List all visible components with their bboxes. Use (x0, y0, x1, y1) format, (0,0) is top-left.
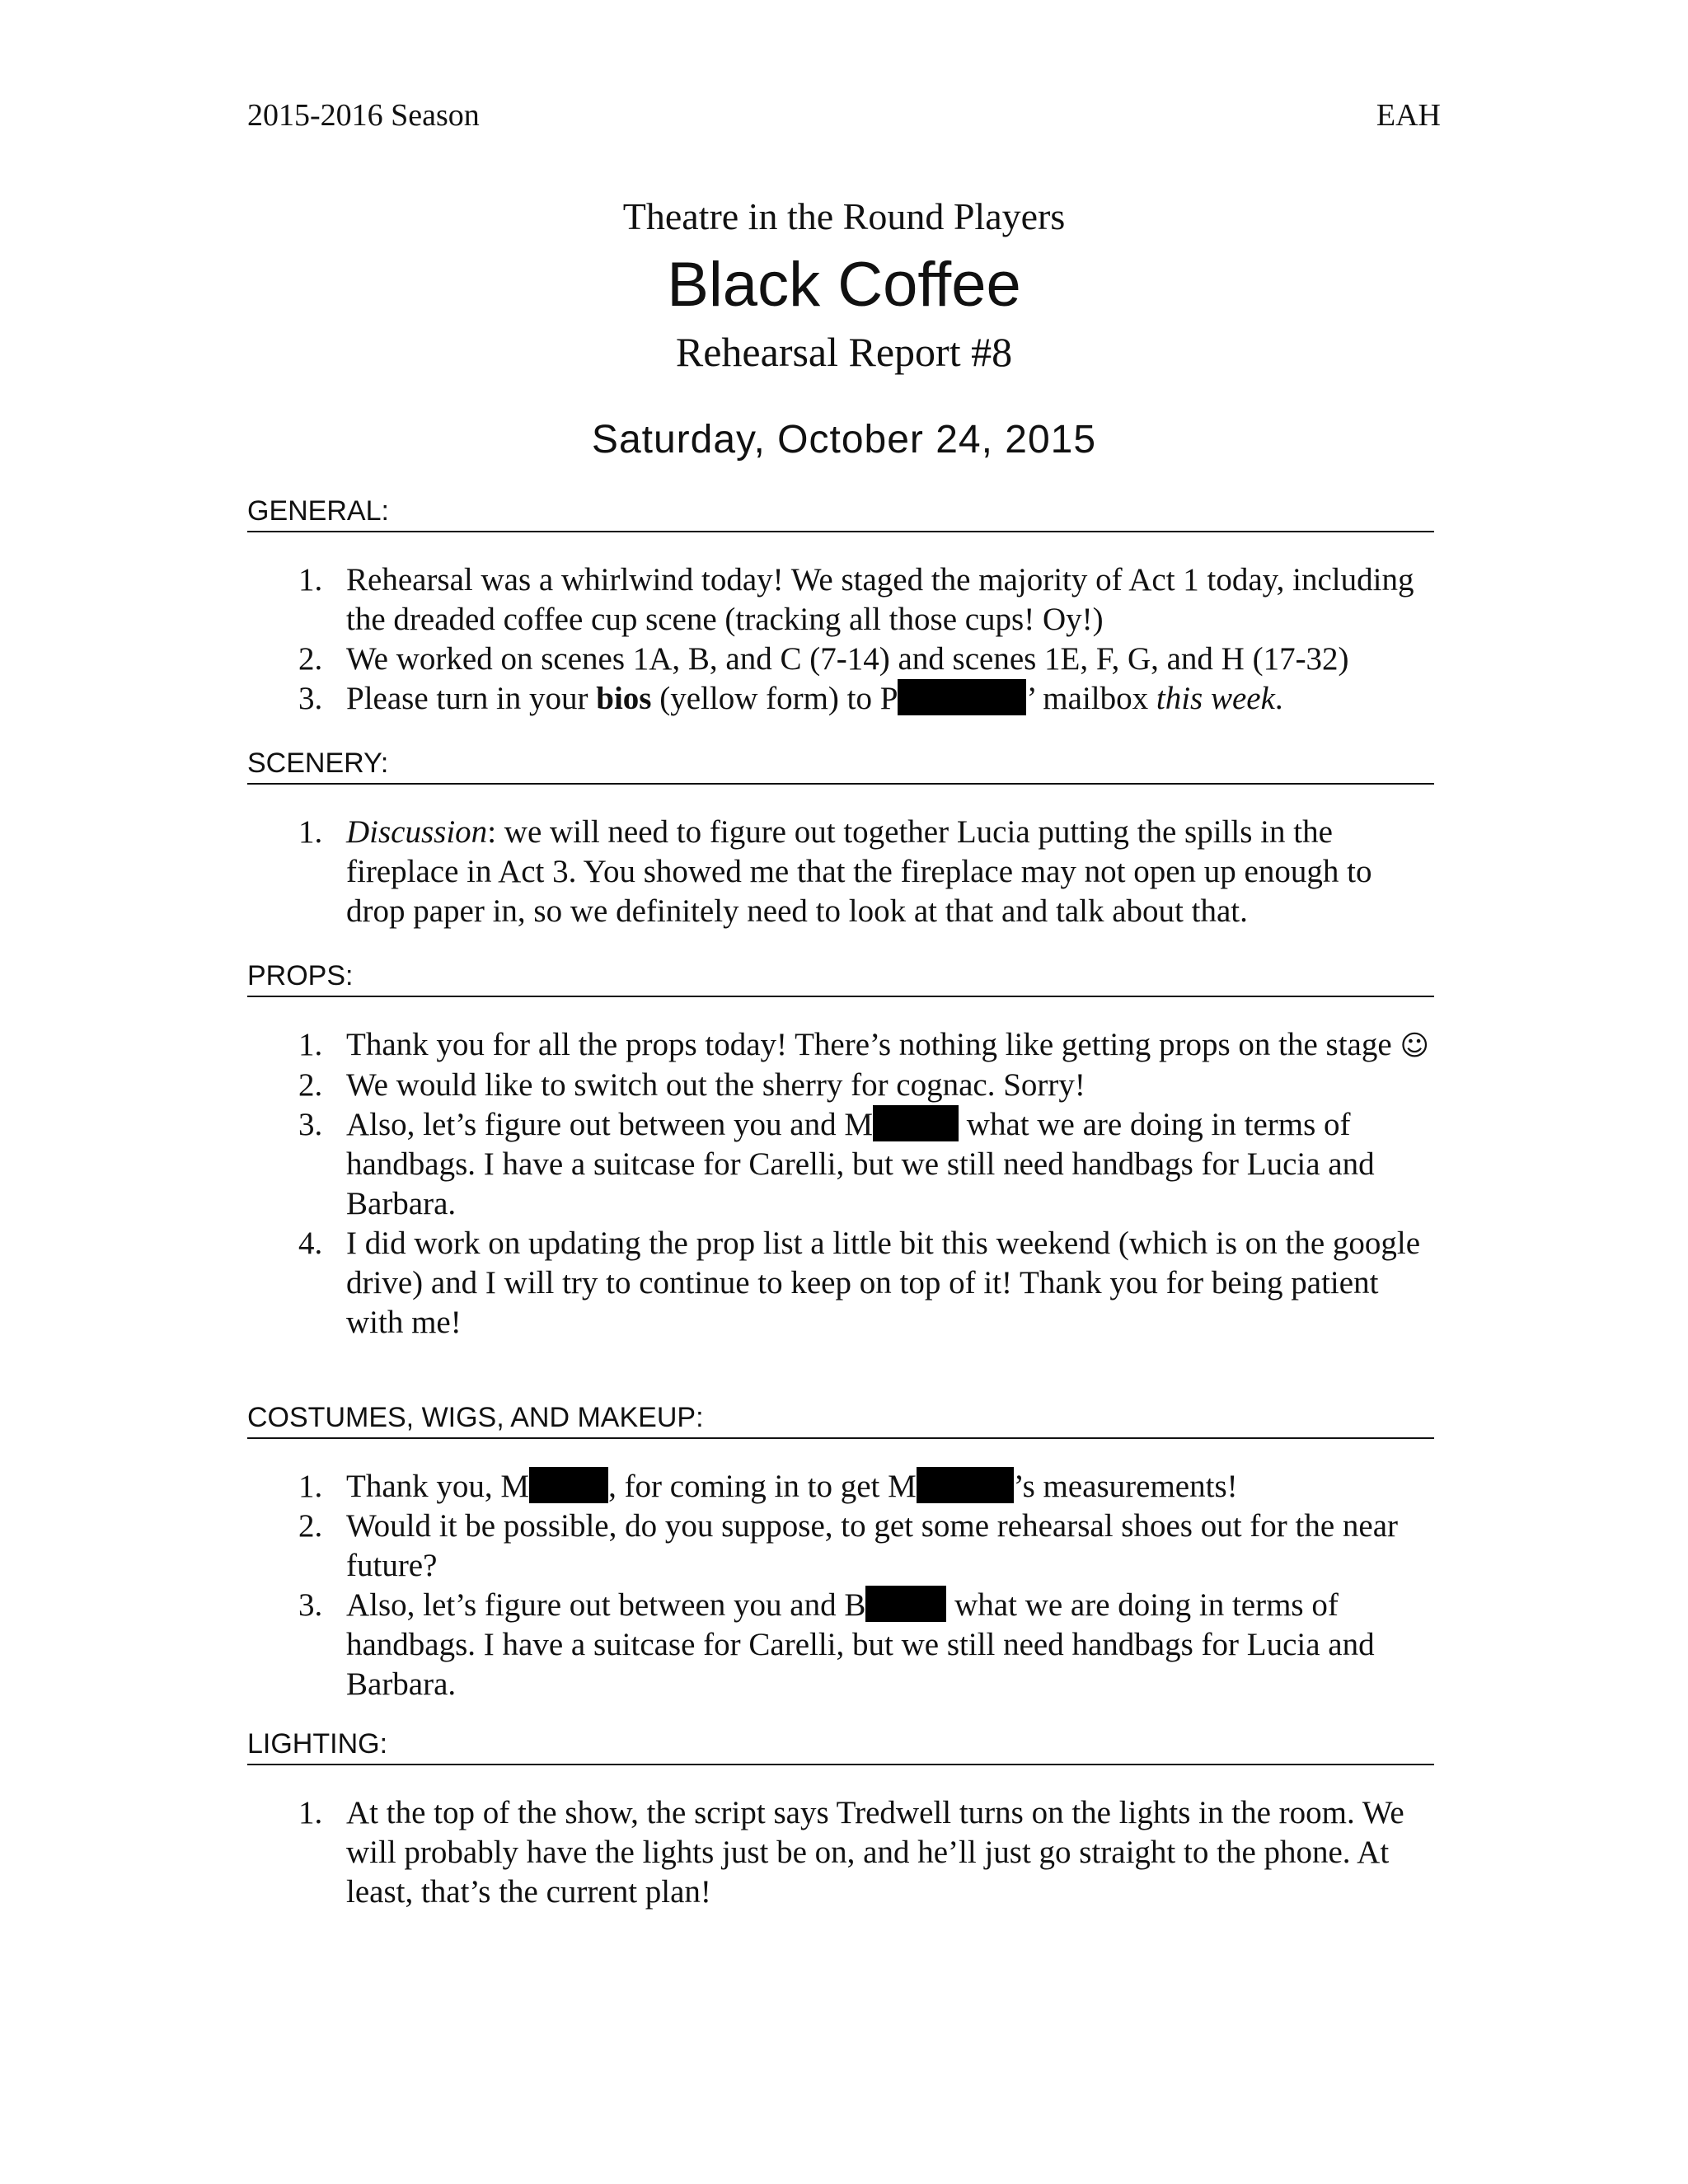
section-heading: GENERAL: (247, 494, 1434, 532)
list-item (247, 1224, 1434, 1343)
redaction-bar (898, 679, 1026, 715)
item-text: At the top of the show, the script says Tredwell turns on the lights in the room. We will probably have the lights just be on, and he’ll just go straight to the phone. At least, that’s the current plan! (346, 1795, 1404, 1910)
item-number: 2. (298, 1067, 323, 1103)
list-item (247, 1105, 1434, 1224)
smiley-icon: ☺ (1400, 1029, 1429, 1062)
item-number: 1. (298, 562, 323, 598)
item-text: , for coming in to get M (608, 1469, 917, 1504)
list-item (247, 1586, 1434, 1704)
item-text: Thank you for all the props today! There’s nothing like getting props on the stage (346, 1027, 1392, 1062)
emphasis-text: Discussion (346, 814, 488, 850)
section-heading: SCENERY: (247, 747, 1434, 785)
author-initials: EAH (1376, 98, 1441, 133)
item-number: 4. (298, 1226, 323, 1261)
redaction-bar (917, 1467, 1014, 1503)
list-item (247, 560, 1434, 640)
item-text: (yellow form) to P (651, 681, 898, 716)
emphasis-text: this week (1156, 681, 1275, 716)
emphasis-text: bios (596, 681, 652, 716)
report-number: Rehearsal Report #8 (675, 329, 1013, 375)
item-text: . (1274, 681, 1283, 716)
item-text: ’s measurements! (1013, 1469, 1238, 1504)
list-item (247, 813, 1434, 931)
section-heading: COSTUMES, WIGS, AND MAKEUP: (247, 1401, 1434, 1439)
item-number: 3. (298, 1107, 323, 1142)
report-date: Saturday, October 24, 2015 (591, 418, 1097, 462)
season-label: 2015-2016 Season (247, 98, 480, 133)
redaction-bar (873, 1105, 959, 1141)
list-item (247, 1467, 1434, 1507)
item-number: 2. (298, 641, 323, 677)
item-number: 2. (298, 1508, 323, 1544)
section-heading: LIGHTING: (247, 1727, 1434, 1765)
item-text: Also, let’s figure out between you and M (346, 1107, 874, 1142)
redaction-bar (865, 1586, 946, 1622)
item-list (247, 1793, 1434, 1912)
item-list (247, 1025, 1434, 1343)
list-item (247, 679, 1434, 719)
list-item (247, 1507, 1434, 1586)
section-heading: PROPS: (247, 959, 1434, 997)
item-list (247, 1467, 1434, 1704)
item-number: 1. (298, 1027, 323, 1062)
item-text: ’ mailbox (1026, 681, 1156, 716)
item-text: what we are doing in terms of handbags. I have a suitcase for Carelli, but we still need handbags for Lucia and Barbara. (346, 1107, 1375, 1221)
show-title: Black Coffee (667, 250, 1021, 320)
section-general (247, 494, 1434, 719)
item-text: We would like to switch out the sherry for cognac. Sorry! (346, 1067, 1085, 1103)
item-number: 3. (298, 1587, 323, 1623)
section-lighting (247, 1727, 1434, 1912)
item-number: 1. (298, 1795, 323, 1830)
organization-name: Theatre in the Round Players (622, 195, 1066, 237)
redaction-bar (529, 1467, 608, 1503)
item-list (247, 560, 1434, 719)
item-text: Please turn in your (346, 681, 597, 716)
item-number: 1. (298, 1469, 323, 1504)
item-text: Thank you, M (346, 1469, 530, 1504)
item-list (247, 813, 1434, 931)
section-props (247, 959, 1434, 1343)
item-text: Rehearsal was a whirlwind today! We staged the majority of Act 1 today, including the dreaded coffee cup scene (tracking all those cups! Oy!) (346, 562, 1414, 637)
item-number: 3. (298, 681, 323, 716)
item-text: : we will need to figure out together Lucia putting the spills in the fireplace in Act 3. You showed me that the fireplace may not open up enough to drop paper in, so we definitely need to look at that and talk about that. (346, 814, 1372, 929)
list-item (247, 640, 1434, 679)
item-number: 1. (298, 814, 323, 850)
item-text: what we are doing in terms of handbags. I have a suitcase for Carelli, but we still need handbags for Lucia and Barbara. (346, 1587, 1375, 1702)
item-text: I did work on updating the prop list a little bit this weekend (which is on the google drive) and I will try to continue to keep on top of it! Thank you for being patient with me! (346, 1226, 1421, 1340)
section-scenery (247, 747, 1434, 931)
section-costumes (247, 1401, 1434, 1704)
item-text: Would it be possible, do you suppose, to get some rehearsal shoes out for the near future? (346, 1508, 1399, 1583)
item-text: Also, let’s figure out between you and B (346, 1587, 866, 1623)
list-item (247, 1793, 1434, 1912)
list-item (247, 1025, 1434, 1066)
item-text: We worked on scenes 1A, B, and C (7-14) and scenes 1E, F, G, and H (17-32) (346, 641, 1349, 677)
list-item (247, 1066, 1434, 1105)
